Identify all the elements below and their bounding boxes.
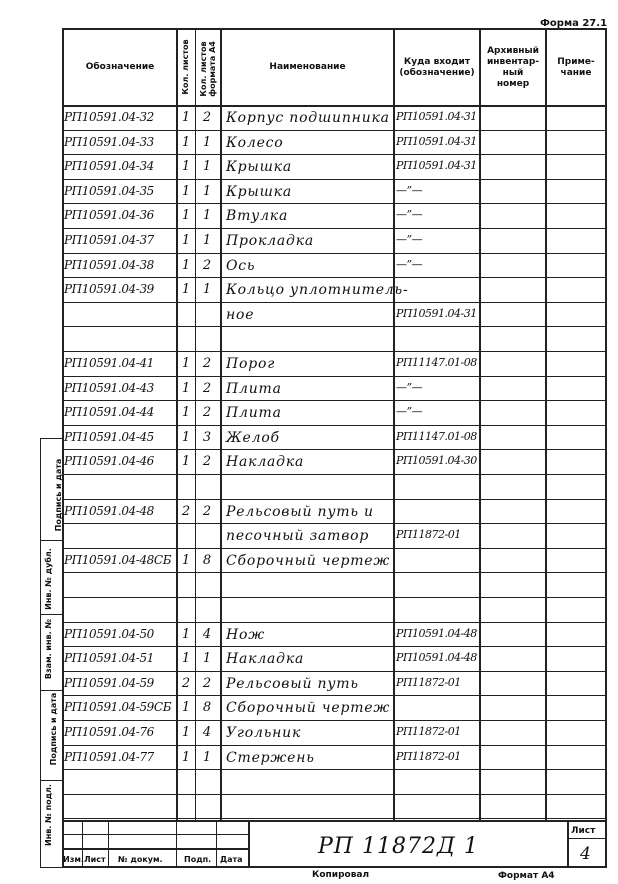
row-sheet-count-a4: 1 <box>202 651 212 667</box>
row-designation: РП10591.04-51 <box>64 651 154 666</box>
row-name: Порог <box>226 356 276 372</box>
row-where-used: РП10591.04-30 <box>396 454 477 468</box>
row-where-used: —”— <box>396 405 423 419</box>
title-izm: Изм. <box>63 855 84 864</box>
row-rule <box>62 720 607 721</box>
header-where-used: Куда входит (обозначение) <box>399 56 475 78</box>
title-sheet-label: Лист <box>571 826 596 836</box>
row-rule <box>62 400 607 401</box>
row-rule <box>62 179 607 180</box>
row-rule <box>62 326 607 327</box>
side-label-sign-date-2: Подпись и дата <box>54 458 63 532</box>
row-sheet-count-a4: 4 <box>202 626 212 642</box>
row-where-used: —”— <box>396 183 423 197</box>
row-designation: РП10591.04-50 <box>64 626 154 641</box>
row-where-used: РП11872-01 <box>396 749 461 763</box>
row-sheet-count-a4: 2 <box>202 380 212 396</box>
header-note: Приме-чание <box>557 56 595 78</box>
row-sheet-count: 1 <box>181 110 191 125</box>
row-sheet-count: 2 <box>181 503 191 519</box>
row-rule <box>62 646 607 647</box>
row-rule <box>62 302 607 303</box>
title-date: Дата <box>220 855 243 864</box>
row-rule <box>62 597 607 598</box>
row-rule <box>62 425 607 426</box>
row-sheet-count-a4: 8 <box>202 552 212 568</box>
row-name: Втулка <box>226 208 289 225</box>
row-name: Крышка <box>226 183 292 200</box>
row-sheet-count: 1 <box>181 356 191 371</box>
row-rule <box>62 376 607 377</box>
row-sheet-count: 1 <box>181 725 191 740</box>
header-sheets-a4: Кол. листов формата А4 <box>199 41 217 97</box>
row-name: Плита <box>226 380 282 397</box>
header-sheets-count: Кол. листов <box>181 39 190 95</box>
row-sheet-count-a4: 1 <box>202 159 212 175</box>
row-designation: РП10591.04-33 <box>64 134 154 149</box>
row-rule <box>62 794 607 795</box>
row-sheet-count: 1 <box>181 134 191 150</box>
row-name: Прокладка <box>226 233 315 249</box>
row-where-used: РП10591.04-31 <box>396 110 477 123</box>
row-name: Ось <box>226 257 256 274</box>
header-archive: Архивный инвентар-ный номер <box>487 45 540 89</box>
row-designation: РП10591.04-48СБ <box>64 552 172 567</box>
title-sign: Подп. <box>184 855 212 864</box>
footer-copied: Копировал <box>312 870 370 880</box>
row-sheet-count-a4: 1 <box>202 208 212 224</box>
row-rule <box>62 203 607 204</box>
row-name: Накладка <box>226 454 305 471</box>
row-sheet-count-a4: 2 <box>202 454 212 470</box>
row-designation: РП10591.04-77 <box>64 749 154 764</box>
row-rule <box>62 572 607 573</box>
row-rule <box>62 671 607 672</box>
row-where-used: РП10591.04-48 <box>396 651 477 665</box>
side-sep-1 <box>40 540 62 541</box>
row-where-used: РП11147.01-08 <box>396 356 477 369</box>
row-designation: РП10591.04-32 <box>64 110 154 124</box>
title-sheet-sep <box>567 838 607 839</box>
row-designation: РП10591.04-44 <box>64 405 154 420</box>
row-rule <box>62 769 607 770</box>
row-sheet-count: 1 <box>181 454 191 470</box>
row-sheet-count: 1 <box>181 183 191 199</box>
row-sheet-count: 1 <box>181 380 191 396</box>
row-sheet-count: 1 <box>181 208 191 224</box>
title-sep-3 <box>176 820 177 868</box>
row-sheet-count: 1 <box>181 159 191 175</box>
row-sheet-count: 1 <box>181 700 191 716</box>
side-label-inv-dup: Инв. № дубл. <box>44 548 53 610</box>
row-where-used: РП10591.04-31 <box>396 134 477 148</box>
row-where-used: —”— <box>396 380 423 394</box>
document-code: РП 11872Д 1 <box>318 834 479 859</box>
row-sheet-count-a4: 4 <box>202 725 212 740</box>
row-sheet-count-a4: 3 <box>202 429 212 445</box>
header-name: Наименование <box>269 62 346 72</box>
row-name: Стержень <box>226 749 315 766</box>
row-rule <box>62 253 607 254</box>
row-sheet-count: 1 <box>181 257 191 273</box>
row-designation: РП10591.04-36 <box>64 208 154 223</box>
row-sheet-count: 1 <box>181 405 191 421</box>
row-rule <box>62 523 607 524</box>
row-designation: РП10591.04-35 <box>64 183 154 198</box>
header-designation: Обозначение <box>85 62 155 72</box>
row-sheet-count-a4: 2 <box>202 257 212 273</box>
row-sheet-count-a4: 1 <box>202 134 212 150</box>
row-rule <box>62 622 607 623</box>
footer-format: Формат А4 <box>498 871 555 881</box>
row-where-used: РП10591.04-31 <box>396 306 477 320</box>
row-designation: РП10591.04-37 <box>64 233 154 247</box>
row-sheet-count-a4: 2 <box>202 110 212 125</box>
row-name: Кольцо уплотнитель- <box>226 282 409 299</box>
row-where-used: РП11872-01 <box>396 675 461 689</box>
row-name: Колесо <box>226 134 284 151</box>
row-where-used: —”— <box>396 208 423 222</box>
row-name: Сборочный чертеж <box>226 552 391 569</box>
row-sheet-count: 1 <box>181 282 191 298</box>
row-rule <box>62 548 607 549</box>
side-label-inv-orig: Инв. № подл. <box>44 784 53 846</box>
row-rule <box>62 745 607 746</box>
row-designation: РП10591.04-46 <box>64 454 154 469</box>
row-name: ное <box>226 306 255 323</box>
row-designation: РП10591.04-39 <box>64 282 154 297</box>
row-designation: РП10591.04-59СБ <box>64 700 172 715</box>
side-label-replace-inv: Взам. инв. № <box>44 618 53 680</box>
title-sep-2 <box>108 820 109 868</box>
row-designation: РП10591.04-76 <box>64 725 154 739</box>
row-name: Нож <box>226 626 265 643</box>
row-sheet-count-a4: 1 <box>202 233 212 248</box>
row-rule <box>62 499 607 500</box>
row-sheet-count: 1 <box>181 749 191 765</box>
row-name: Рельсовый путь <box>226 675 359 692</box>
row-designation: РП10591.04-38 <box>64 257 154 272</box>
row-rule <box>62 474 607 475</box>
row-name: песочный затвор <box>226 528 370 545</box>
row-rule <box>62 695 607 696</box>
row-sheet-count: 1 <box>181 233 191 248</box>
row-where-used: РП10591.04-31 <box>396 159 477 173</box>
row-sheet-count-a4: 1 <box>202 183 212 199</box>
row-sheet-count-a4: 2 <box>202 356 212 371</box>
row-sheet-count: 1 <box>181 651 191 667</box>
side-sep-3 <box>40 690 62 691</box>
row-sheet-count: 1 <box>181 626 191 642</box>
row-rule <box>62 154 607 155</box>
form-label: Форма 27.1 <box>540 18 608 29</box>
row-name: Накладка <box>226 651 305 668</box>
row-name: Рельсовый путь и <box>226 503 374 520</box>
row-where-used: РП11147.01-08 <box>396 429 477 443</box>
row-designation: РП10591.04-41 <box>64 356 154 370</box>
row-name: Крышка <box>226 159 292 176</box>
row-sheet-count: 1 <box>181 552 191 568</box>
row-designation: РП10591.04-59 <box>64 675 154 690</box>
row-where-used: РП11872-01 <box>396 725 461 738</box>
title-list: Лист <box>84 855 106 864</box>
row-designation: РП10591.04-43 <box>64 380 154 395</box>
side-sep-2 <box>40 614 62 615</box>
row-sheet-count-a4: 2 <box>202 503 212 519</box>
row-where-used: —”— <box>396 257 423 271</box>
sheet-number: 4 <box>580 844 591 864</box>
row-where-used: РП11872-01 <box>396 528 461 542</box>
title-sep-6 <box>567 820 569 868</box>
row-sheet-count-a4: 1 <box>202 749 212 765</box>
title-block-row-2 <box>62 848 248 850</box>
row-rule <box>62 130 607 131</box>
row-where-used: РП10591.04-48 <box>396 626 477 640</box>
row-sheet-count-a4: 2 <box>202 675 212 691</box>
side-label-sign-date-1: Подпись и дата <box>49 692 58 766</box>
row-designation: РП10591.04-34 <box>64 159 154 174</box>
title-block-top <box>62 820 607 822</box>
row-rule <box>62 449 607 450</box>
header-bottom-line <box>62 105 607 107</box>
row-sheet-count-a4: 8 <box>202 700 212 716</box>
row-rule <box>62 277 607 278</box>
row-sheet-count: 2 <box>181 675 191 691</box>
row-sheet-count-a4: 1 <box>202 282 212 298</box>
row-name: Плита <box>226 405 282 422</box>
side-sep-4 <box>40 780 62 781</box>
title-block-row-1 <box>62 834 248 835</box>
title-doc-no: № докум. <box>118 855 163 864</box>
title-sep-5 <box>248 820 250 868</box>
row-name: Сборочный чертеж <box>226 700 391 717</box>
row-designation: РП10591.04-45 <box>64 429 154 444</box>
row-rule <box>62 351 607 352</box>
row-name: Угольник <box>226 725 302 741</box>
row-rule <box>62 228 607 229</box>
row-sheet-count-a4: 2 <box>202 405 212 421</box>
row-designation: РП10591.04-48 <box>64 503 154 518</box>
row-name: Корпус подшипника <box>226 110 390 126</box>
row-sheet-count: 1 <box>181 429 191 445</box>
row-name: Желоб <box>226 429 280 446</box>
row-where-used: —”— <box>396 233 423 246</box>
title-sep-4 <box>216 820 217 868</box>
